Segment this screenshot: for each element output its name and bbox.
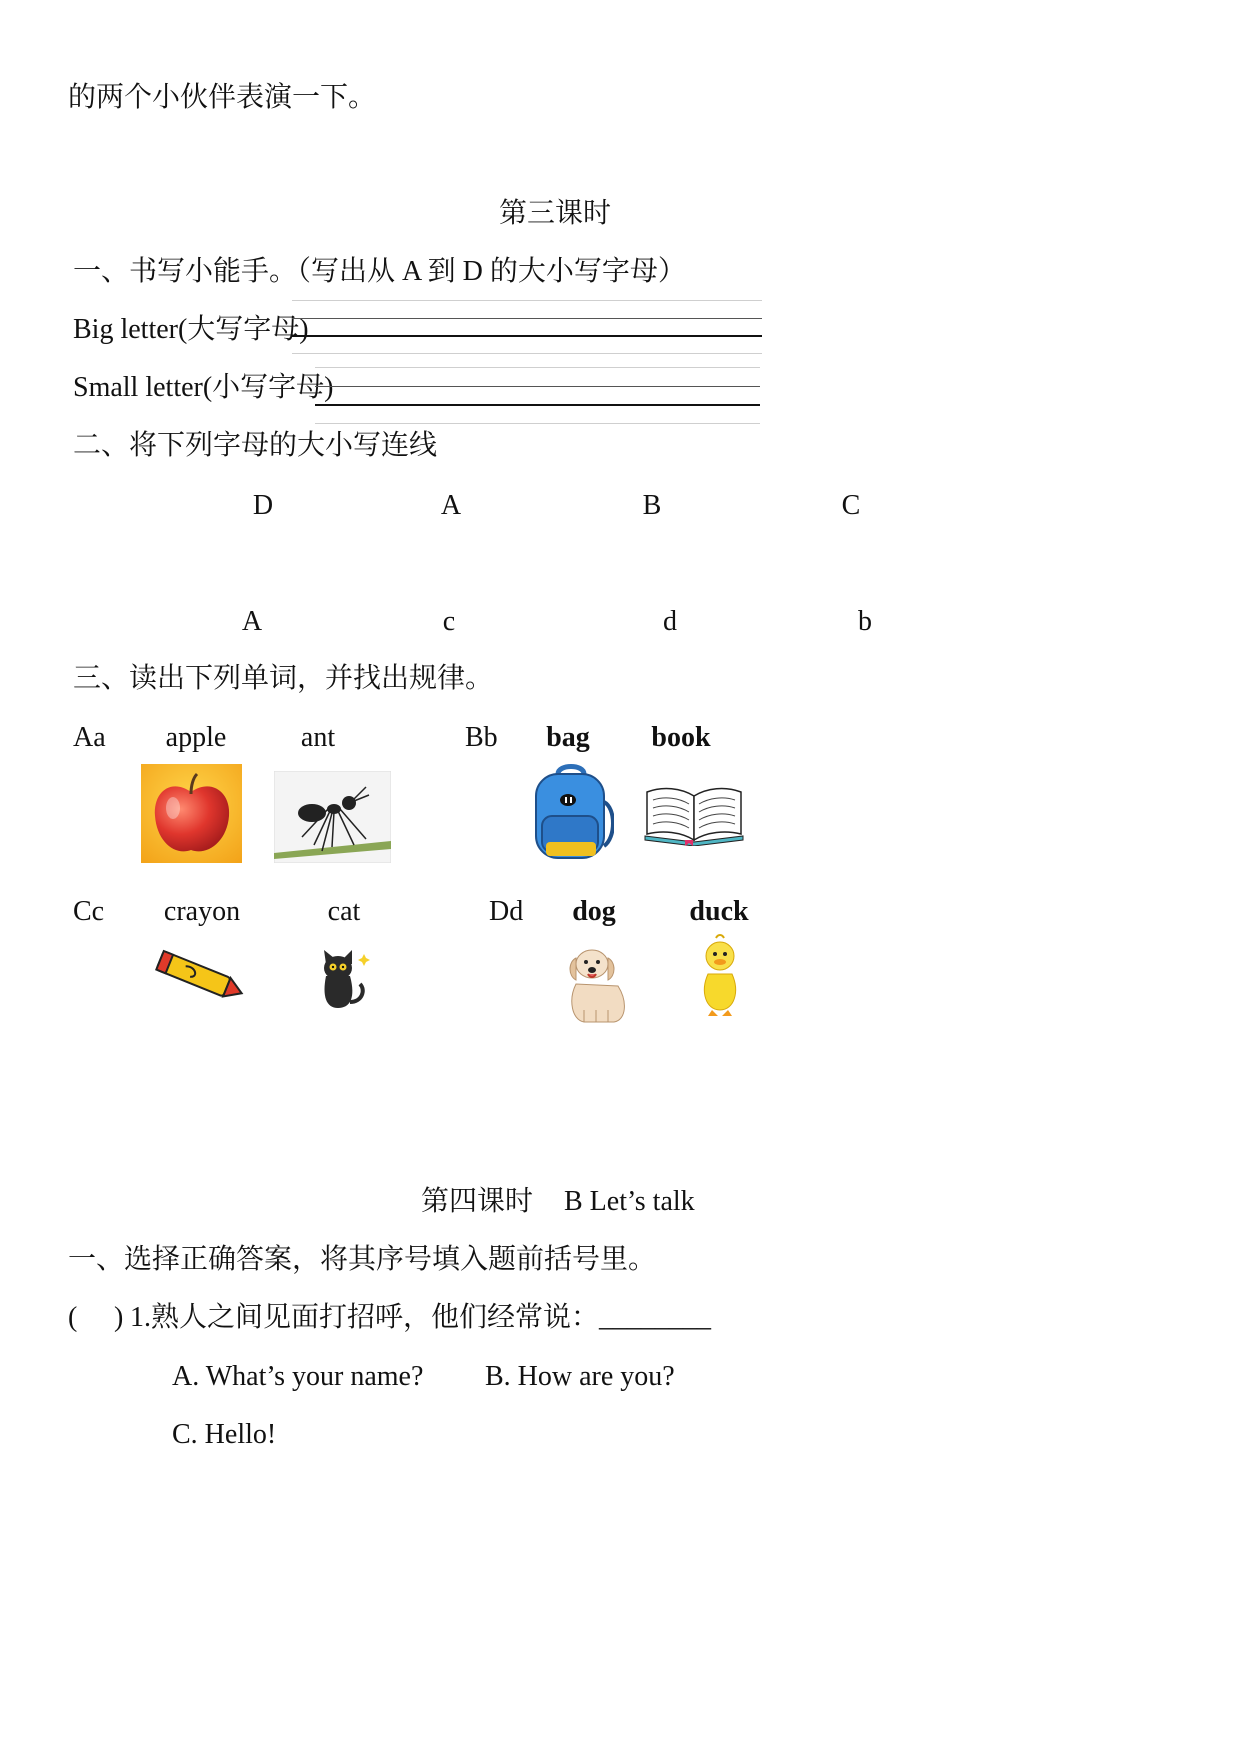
words-heading: 三、读出下列单词，并找出规律。: [73, 663, 494, 694]
cat-icon: [316, 946, 372, 1017]
book-icon: [641, 784, 747, 851]
word-ant: ant: [300, 722, 336, 753]
guide-line: [292, 353, 762, 354]
guide-line: [315, 386, 760, 387]
uppercase-letter[interactable]: B: [642, 490, 662, 521]
crayon-icon: [147, 948, 251, 1009]
uppercase-letter[interactable]: D: [252, 490, 274, 521]
matching-heading: 二、将下列字母的大小写连线: [73, 430, 438, 461]
group-letter: Dd: [489, 896, 524, 927]
guide-line: [292, 300, 762, 301]
lowercase-letter[interactable]: b: [858, 606, 872, 637]
guide-line: [315, 367, 760, 368]
option-b[interactable]: B. How are you?: [485, 1361, 675, 1392]
big-letter-label: Big letter(大写字母): [73, 314, 309, 345]
lesson3-title: 第三课时: [498, 198, 612, 229]
uppercase-letter[interactable]: C: [841, 490, 861, 521]
word-apple: apple: [165, 722, 227, 753]
group-letter: Bb: [465, 722, 498, 753]
option-a[interactable]: A. What’s your name?: [172, 1361, 424, 1392]
word-book: book: [651, 722, 711, 753]
ant-icon: [274, 771, 391, 868]
apple-icon: [141, 764, 242, 868]
backpack-icon: [528, 762, 614, 869]
lowercase-letter[interactable]: A: [241, 606, 263, 637]
writing-heading: 一、书写小能手。（写出从 A 到 D 的大小写字母）: [73, 256, 686, 287]
word-cat: cat: [327, 896, 361, 927]
word-dog: dog: [572, 896, 616, 927]
group-letter: Cc: [73, 896, 105, 927]
base-line: [292, 335, 762, 337]
guide-line: [315, 423, 760, 424]
word-duck: duck: [689, 896, 749, 927]
answer-blank[interactable]: [82, 1302, 112, 1332]
lowercase-letter[interactable]: c: [442, 606, 456, 637]
word-bag: bag: [546, 722, 590, 753]
small-letter-label: Small letter(小写字母): [73, 372, 334, 403]
guide-line: [292, 318, 762, 319]
answer-bracket-open: (: [68, 1302, 78, 1333]
option-c[interactable]: C. Hello!: [172, 1419, 277, 1450]
choice-heading: 一、选择正确答案，将其序号填入题前括号里。: [68, 1244, 657, 1275]
answer-bracket-close: ): [114, 1302, 124, 1333]
lowercase-letter[interactable]: d: [663, 606, 677, 637]
intro-text: 的两个小伙伴表演一下。: [68, 82, 377, 113]
group-letter: Aa: [73, 722, 106, 753]
uppercase-letter[interactable]: A: [440, 490, 462, 521]
dog-icon: [562, 940, 630, 1031]
duck-icon: [698, 934, 742, 1023]
lesson4-title: 第四课时: [421, 1186, 534, 1217]
question-prompt: 1.熟人之间见面打招呼，他们经常说：________: [130, 1302, 712, 1333]
word-crayon: crayon: [163, 896, 241, 927]
lesson4-subtitle: B Let’s talk: [564, 1186, 695, 1217]
base-line: [315, 404, 760, 406]
